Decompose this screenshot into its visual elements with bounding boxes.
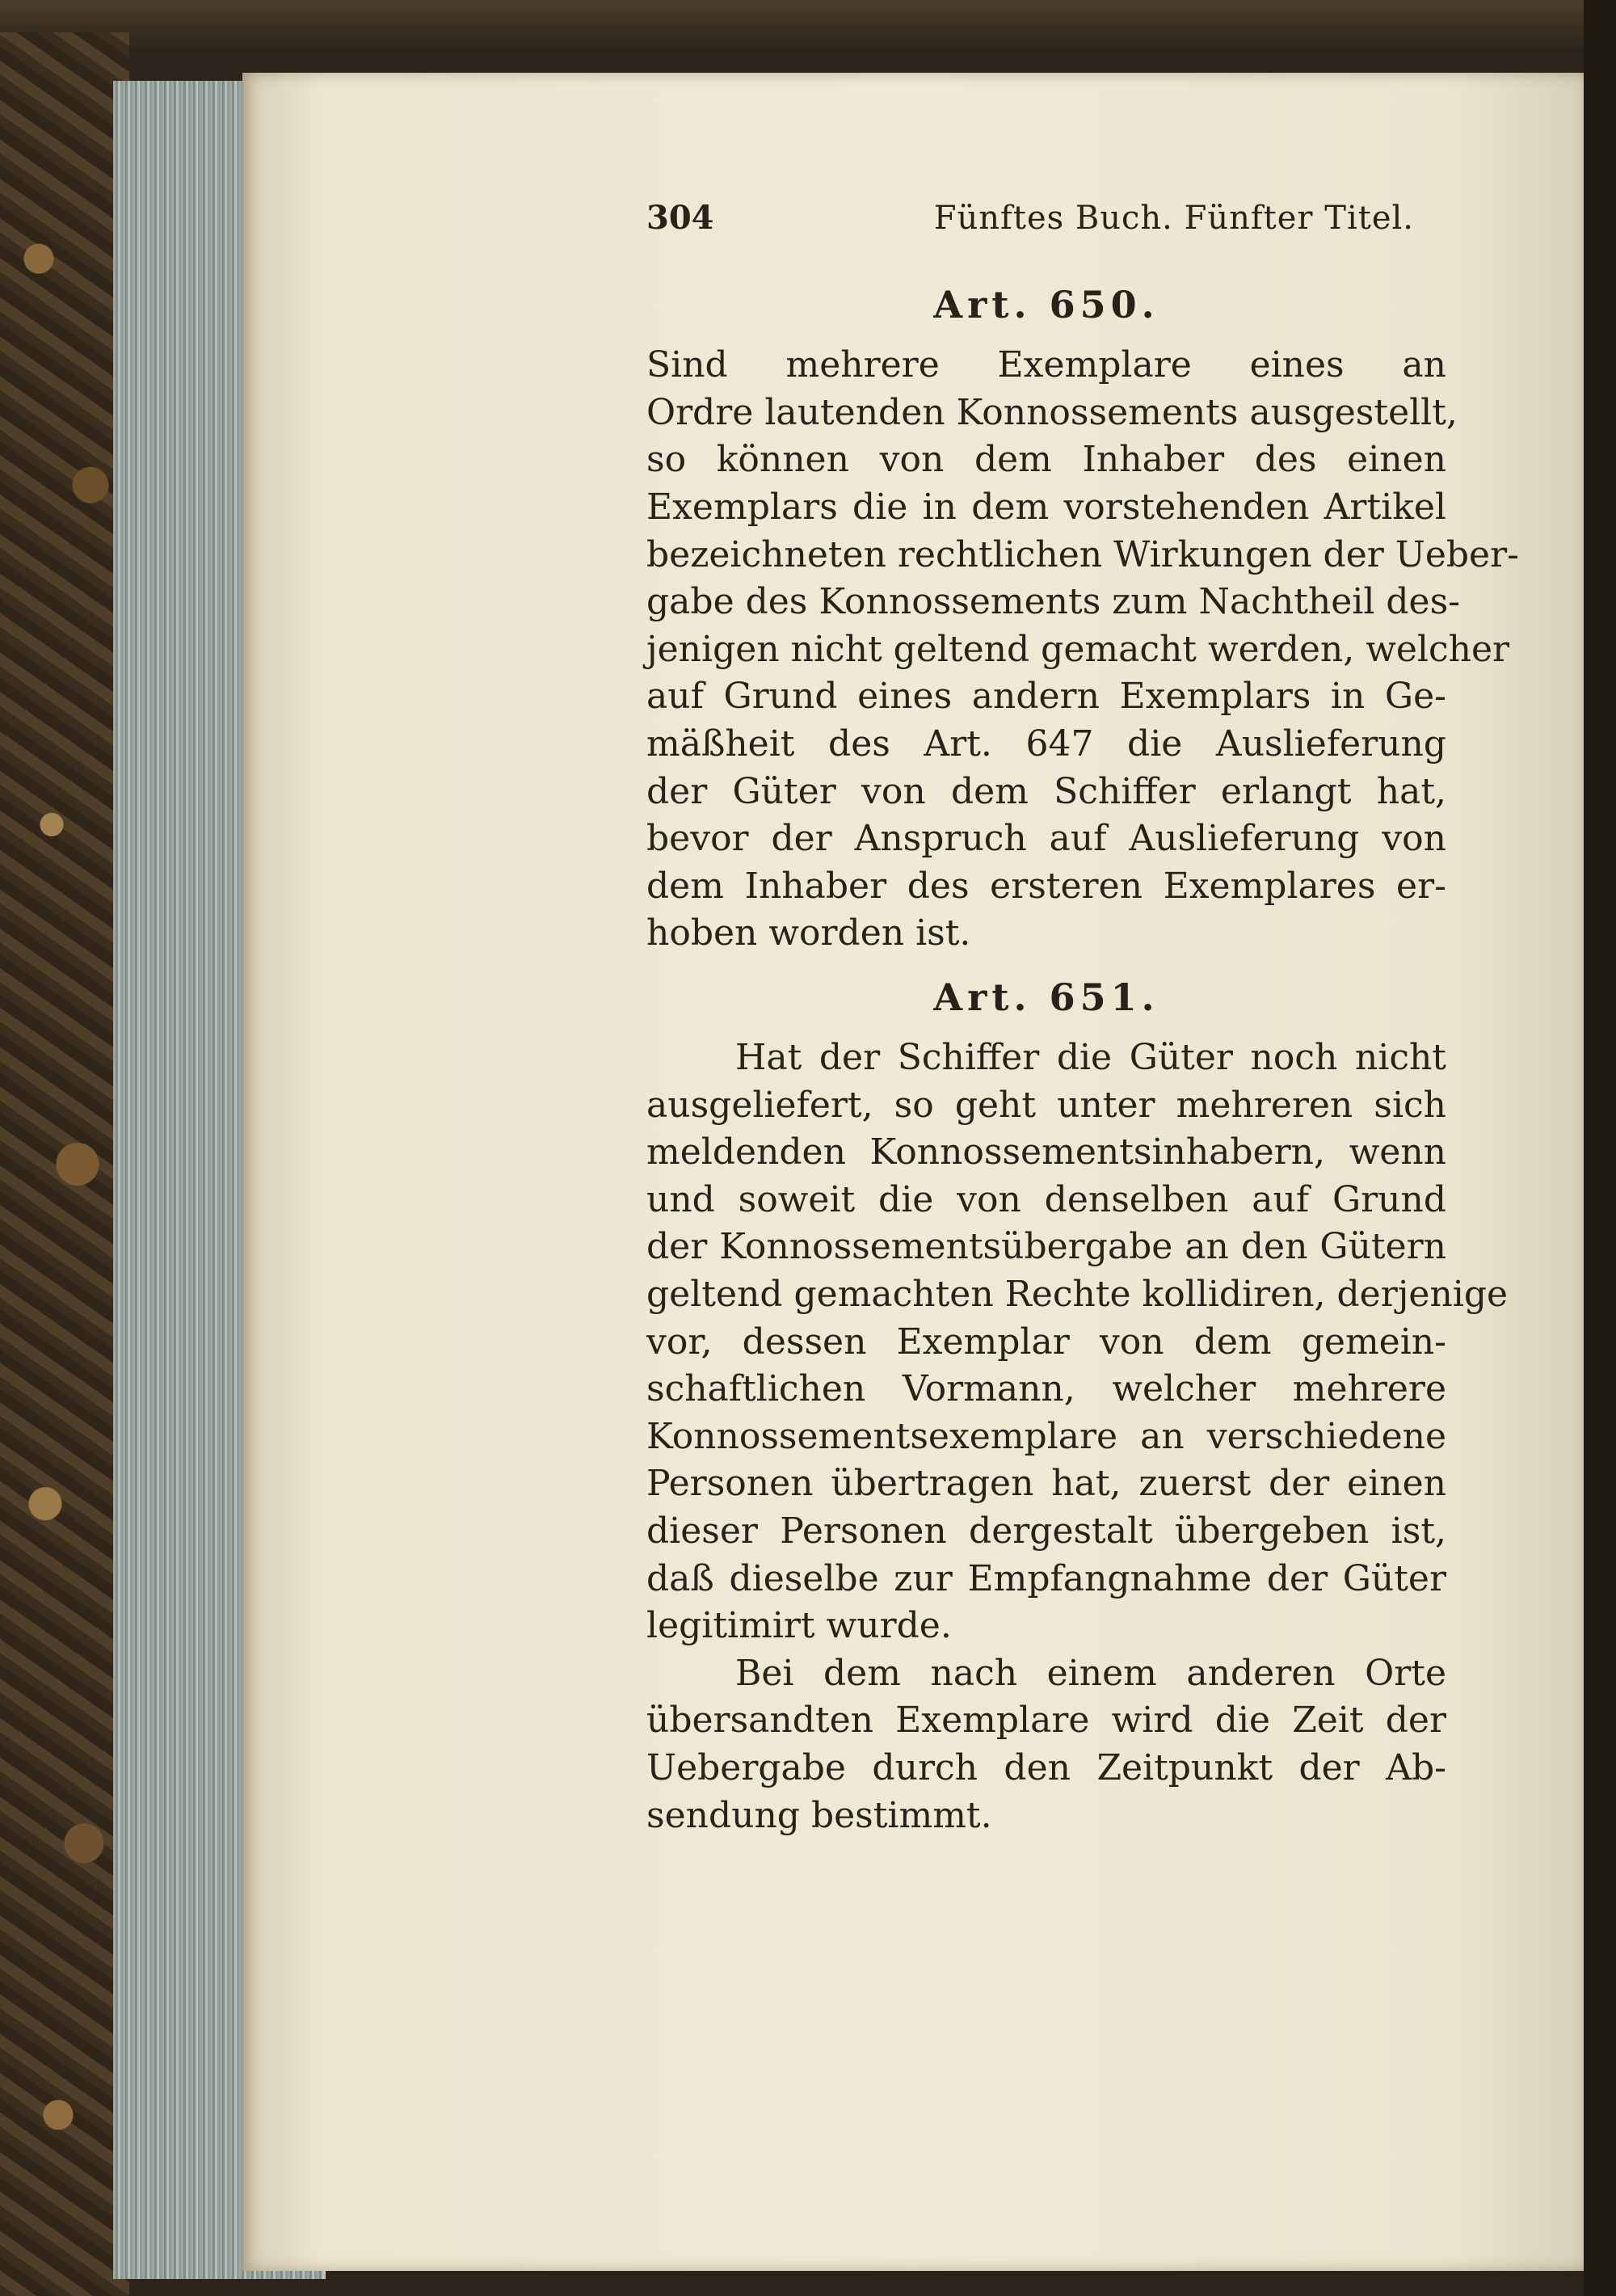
cover-top-edge <box>0 0 1616 48</box>
text-line: auf Grund eines andern Exemplars in Ge- <box>646 676 1446 718</box>
text-line: meldenden Konnossementsinhabern, wenn <box>646 1131 1446 1173</box>
text-line: dieser Personen dergestalt übergeben ist, <box>646 1510 1446 1552</box>
text-line: legitimirt wurde. <box>646 1605 952 1647</box>
text-line: schaftlichen Vormann, welcher mehrere <box>646 1368 1446 1410</box>
text-line: und soweit die von denselben auf Grund <box>646 1178 1446 1220</box>
text-line: mäßheit des Art. 647 die Auslieferung <box>646 723 1446 765</box>
text-line: übersandten Exemplare wird die Zeit der <box>646 1700 1446 1742</box>
text-line: gabe des Konnossements zum Nachtheil des- <box>646 581 1461 623</box>
text-line: ausgeliefert, so geht unter mehreren sich <box>646 1084 1446 1126</box>
marbled-cover <box>0 32 129 2296</box>
article-651 <box>646 975 1509 1839</box>
text-line: der Güter von dem Schiffer erlangt hat, <box>646 770 1446 812</box>
text-line: bezeichneten rechtlichen Wirkungen der Ueber- <box>646 533 1519 575</box>
text-line: so können von dem Inhaber des einen <box>646 439 1446 481</box>
text-line: jenigen nicht geltend gemacht werden, welcher <box>646 628 1510 670</box>
text-line: der Konnossementsübergabe an den Gütern <box>646 1226 1446 1268</box>
text-line: Bei dem nach einem anderen Orte <box>735 1652 1446 1694</box>
text-line: dem Inhaber des ersteren Exemplares er- <box>646 865 1446 907</box>
running-head <box>646 199 1446 237</box>
text-line: Personen übertragen hat, zuerst der einen <box>646 1463 1446 1505</box>
text-line: bevor der Anspruch auf Auslieferung von <box>646 818 1446 860</box>
article-heading: Art. 651. <box>933 975 1159 1019</box>
page-text <box>646 199 1519 1839</box>
article-paragraph <box>646 342 1519 958</box>
text-line: Ordre lautenden Konnossements ausgestellt, <box>646 391 1458 433</box>
text-line: geltend gemachten Rechte kollidiren, derjenige <box>646 1274 1509 1316</box>
text-line: Uebergabe durch den Zeitpunkt der Ab- <box>646 1747 1446 1788</box>
page-number: 304 <box>646 199 714 237</box>
text-line: Hat der Schiffer die Güter noch nicht <box>735 1037 1446 1079</box>
running-title: Fünftes Buch. Fünfter Titel. <box>933 200 1414 237</box>
text-line: sendung bestimmt. <box>646 1794 992 1836</box>
article-650 <box>646 283 1519 958</box>
text-line: Konnossementsexemplare an verschiedene <box>646 1415 1446 1457</box>
text-line: Exemplars die in dem vorstehenden Artikel <box>646 486 1446 528</box>
text-line: hoben worden ist. <box>646 912 971 954</box>
text-line: vor, dessen Exemplar von dem gemein- <box>646 1321 1446 1363</box>
article-heading: Art. 650. <box>933 283 1159 326</box>
right-gutter <box>1584 0 1616 2296</box>
text-line: Sind mehrere Exemplare eines an <box>646 344 1446 386</box>
text-line: daß dieselbe zur Empfangnahme der Güter <box>646 1557 1446 1599</box>
article-paragraph <box>646 1034 1509 1650</box>
article-paragraph <box>646 1650 1446 1839</box>
